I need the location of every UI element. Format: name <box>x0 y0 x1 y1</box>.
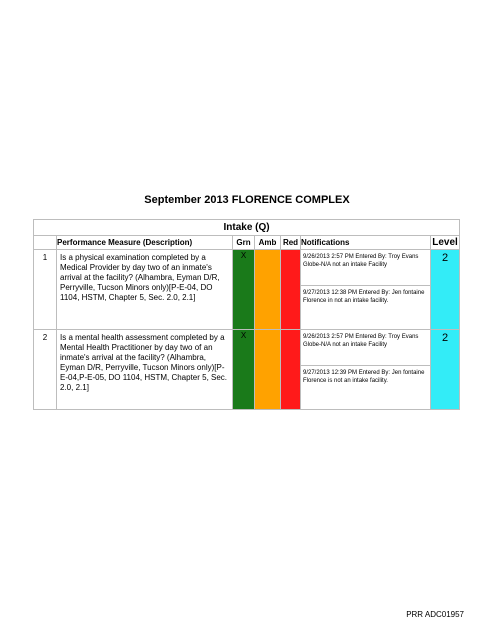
notification-entry: 9/27/2013 12:38 PM Entered By: Jen fontaine Florence in not an intake facility. <box>303 290 425 304</box>
table-header-row <box>34 236 460 250</box>
measure-description: Is a mental health assessment completed by a Mental Health Practitioner by day two of an inmate's arrival at the facility? (Alhambra, Eyman D/R, Perryville, Tucson Minors only)[P-E-04,P-E-05, DO 1104, HSTM, Chapter 5, Sec. 2.0, 2.1] <box>57 330 233 410</box>
level-cell: 2 <box>431 330 460 410</box>
notification-entry: 9/26/2013 2:57 PM Entered By: Troy Evans Globe-N/A not an intake Facility <box>301 250 430 286</box>
red-cell <box>281 250 301 330</box>
header-level: Level <box>432 237 458 248</box>
red-cell <box>281 330 301 410</box>
table-row <box>34 250 460 330</box>
level-cell: 2 <box>431 250 460 330</box>
amb-cell <box>255 250 281 330</box>
header-number <box>34 236 57 250</box>
header-measure: Performance Measure (Description) <box>57 236 233 250</box>
grn-cell: X <box>233 330 255 410</box>
grn-cell: X <box>233 250 255 330</box>
notifications-cell <box>301 330 431 410</box>
page-identifier: PRR ADC01957 <box>406 610 464 619</box>
amb-cell <box>255 330 281 410</box>
header-red: Red <box>281 236 301 250</box>
row-number: 1 <box>34 250 57 330</box>
performance-table <box>33 219 460 410</box>
notification-entry: 9/27/2013 12:39 PM Entered By: Jen fontaine Florence is not an intake facility. <box>303 370 425 384</box>
header-amb: Amb <box>255 236 281 250</box>
header-grn: Grn <box>233 236 255 250</box>
notification-entry: 9/26/2013 2:57 PM Entered By: Troy Evans Globe-N/A not an intake Facility <box>301 330 430 366</box>
header-notifications: Notifications <box>301 236 431 250</box>
notifications-cell <box>301 250 431 330</box>
row-number: 2 <box>34 330 57 410</box>
section-heading: Intake (Q) <box>34 220 460 236</box>
table-row <box>34 330 460 410</box>
measure-description: Is a physical examination completed by a Medical Provider by day two of an inmate's arrival at the facility? (Alhambra, Eyman D/R, Perryville, Tucson Minors only)[P-E-04, DO 1104, HSTM, Chapter 5, Sec. 2.0, 2.1] <box>57 250 233 330</box>
document-title: September 2013 FLORENCE COMPLEX <box>144 194 350 206</box>
